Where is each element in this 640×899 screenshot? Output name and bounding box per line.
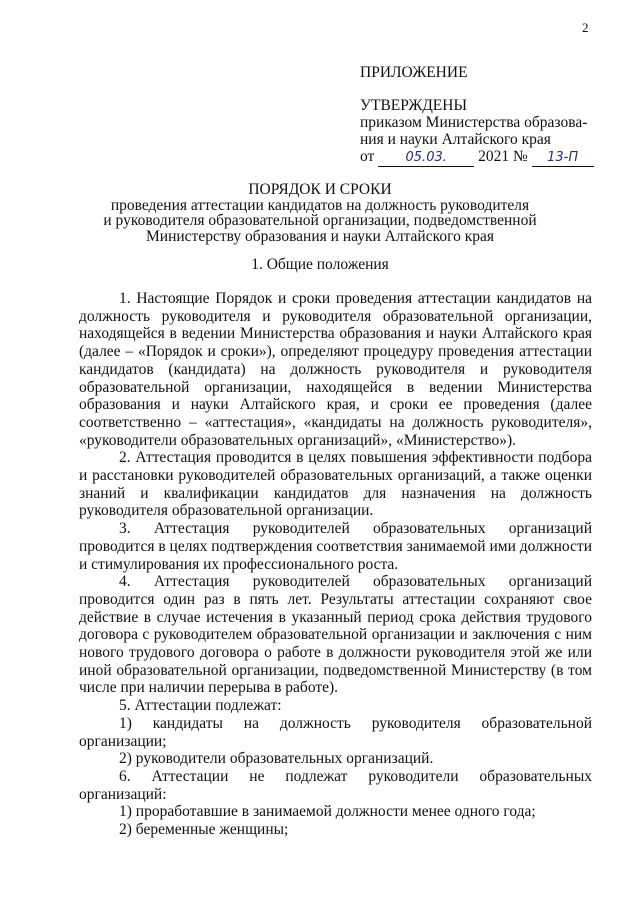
paragraph-6-item-2: 2) беременные женщины; bbox=[119, 821, 289, 839]
paragraph-5-item-1: 1) кандидаты на должность руководителя образовательной организации; bbox=[79, 714, 592, 750]
paragraph-3: 3. Аттестация руководителей образовательных организаций проводится в целях подтверждения соответствия занимаемой ими должности и стимулирования их профессионального роста. bbox=[79, 520, 592, 573]
handwritten-date: 05.03. bbox=[378, 149, 474, 167]
appendix-block bbox=[360, 64, 594, 167]
document-subtitle-line-3: Министерству образования и науки Алтайского края bbox=[146, 227, 494, 245]
paragraph-6: 6. Аттестации не подлежат руководители образовательных организаций: bbox=[79, 767, 592, 803]
paragraph-4: 4. Аттестация руководителей образовательных организаций проводится один раз в пять лет. Результаты аттестации сохраняют свое действие в случае истечения в указанный период срока действия трудового договора с руководителем образовательной организации и заключения с ним нового трудового договора о работе в должности руководителя этой же или иной образовательной организации, подведомственной Министерству (в том числе при наличии перерыва в работе). bbox=[79, 573, 592, 697]
document-title: ПОРЯДОК И СРОКИ bbox=[248, 181, 392, 198]
paragraph-6-item-1: 1) проработавшие в занимаемой должности менее одного года; bbox=[119, 803, 536, 821]
date-prefix: от bbox=[360, 148, 375, 165]
document-subtitle-line-1: проведения аттестации кандидатов на должность руководителя bbox=[110, 196, 530, 214]
document-title-block bbox=[40, 182, 600, 244]
document-subtitle-line-2: и руководителя образовательной организации, подведомственной bbox=[103, 212, 537, 229]
handwritten-order-number: 13-П bbox=[532, 149, 594, 167]
paragraph-1: 1. Настоящие Порядок и сроки проведения аттестации кандидатов на должность руководителя и руководителя образовательной организации, находящейся в ведении Министерства образования и науки Алтайского края (далее – «Порядок и сроки»), определяют процедуру проведения аттестации кандидатов (кандидата) на должность руководителя и руководителя образовательной организации, находящейся в ведении Министерства образования и науки Алтайского края, и сроки ее проведения (далее соответственно – «аттестация», «кандидаты на должность руководителя», «руководители образовательных организаций», «Министерство»). bbox=[79, 290, 592, 449]
order-date-line bbox=[360, 148, 594, 167]
order-year: 2021 № bbox=[478, 148, 528, 165]
appendix-title: ПРИЛОЖЕНИЕ bbox=[360, 64, 468, 81]
paragraph-5-item-2: 2) руководители образовательных организаций. bbox=[119, 750, 434, 768]
page-number: 2 bbox=[582, 20, 589, 35]
document-body bbox=[79, 290, 592, 839]
approved-label: УТВЕРЖДЕНЫ bbox=[360, 97, 467, 114]
section-heading: 1. Общие положения bbox=[251, 256, 389, 273]
order-line-2: ния и науки Алтайского края bbox=[360, 131, 551, 148]
paragraph-5: 5. Аттестации подлежат: bbox=[119, 697, 282, 715]
paragraph-2: 2. Аттестация проводится в целях повышения эффективности подбора и расстановки руководителей образовательных организаций, а также оценки знаний и квалификации кандидатов для назначения на должность руководителя образовательной организации. bbox=[79, 449, 592, 520]
order-line-1: приказом Министерства образова- bbox=[360, 114, 588, 131]
